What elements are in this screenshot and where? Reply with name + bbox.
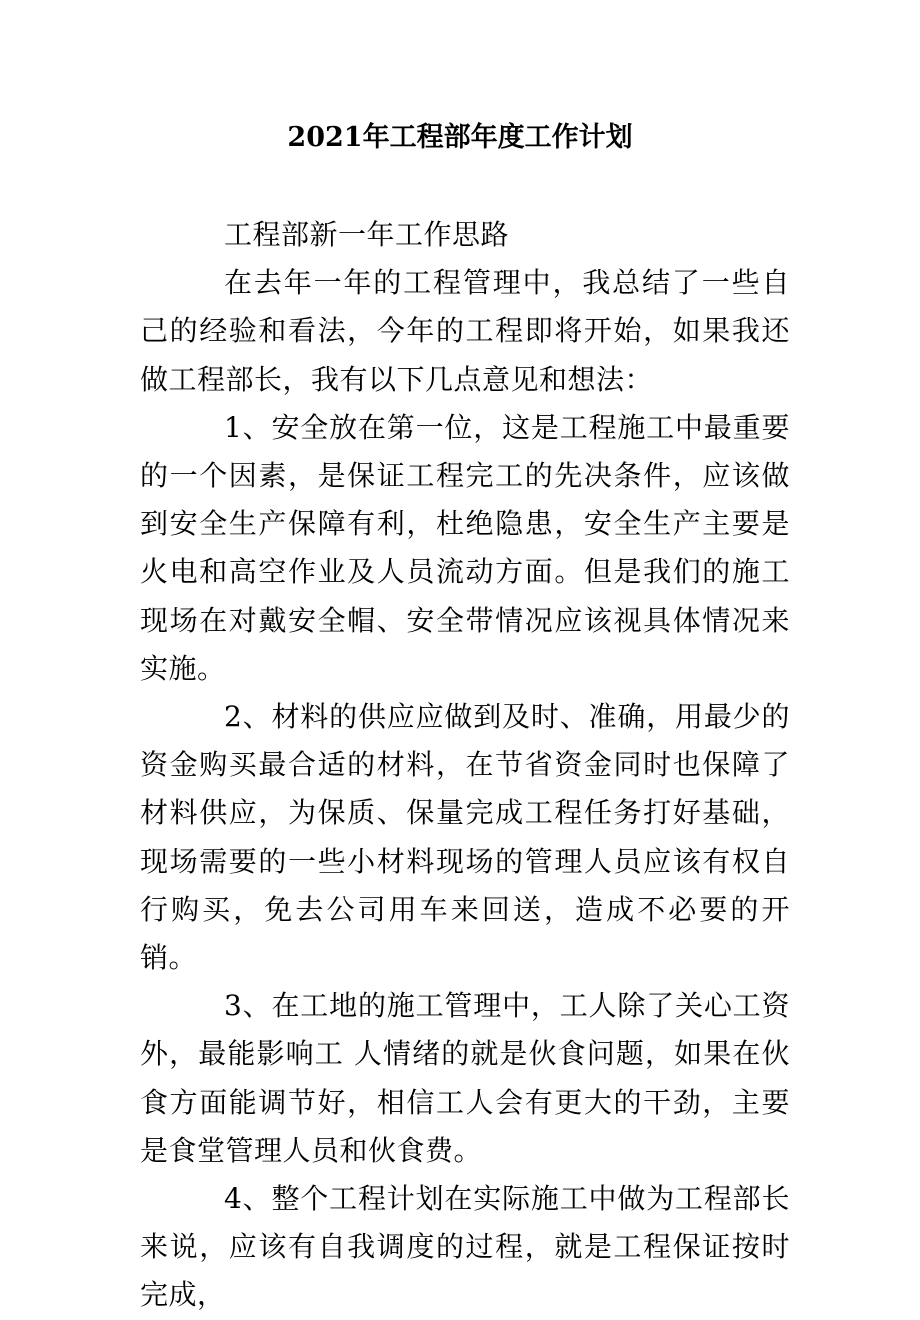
document-title: 2021年工程部年度工作计划: [287, 122, 633, 153]
document-body: [140, 211, 790, 1320]
paragraph-intro: 在去年一年的工程管理中，我总结了一些自己的经验和看法，今年的工程即将开始，如果我还做工程部长，我有以下几点意见和想法：: [140, 266, 790, 396]
paragraph-point-2: 2、材料的供应应做到及时、准确，用最少的资金购买最合适的材料，在节省资金同时也保障了材料供应，为保质、保量完成工程任务打好基础，现场需要的一些小材料现场的管理人员应该有权自行购买，免去公司用车来回送，造成不必要的开销。: [140, 700, 790, 975]
paragraph-point-3: 3、在工地的施工管理中，工人除了关心工资外，最能影响工 人情绪的就是伙食问题，如果在伙食方面能调节好，相信工人会有更大的干劲，主要是食堂管理人员和伙食费。: [140, 989, 790, 1167]
paragraph-point-1: 1、安全放在第一位，这是工程施工中最重要的一个因素，是保证工程完工的先决条件，应该做到安全生产保障有利，杜绝隐患，安全生产主要是火电和高空作业及人员流动方面。但是我们的施工现场在对戴安全帽、安全带情况应该视具体情况来实施。: [140, 410, 790, 685]
paragraph-point-4: 4、整个工程计划在实际施工中做为工程部长来说，应该有自我调度的过程，就是工程保证按时完成，: [140, 1182, 790, 1312]
section-subheading: 工程部新一年工作思路: [224, 218, 510, 251]
